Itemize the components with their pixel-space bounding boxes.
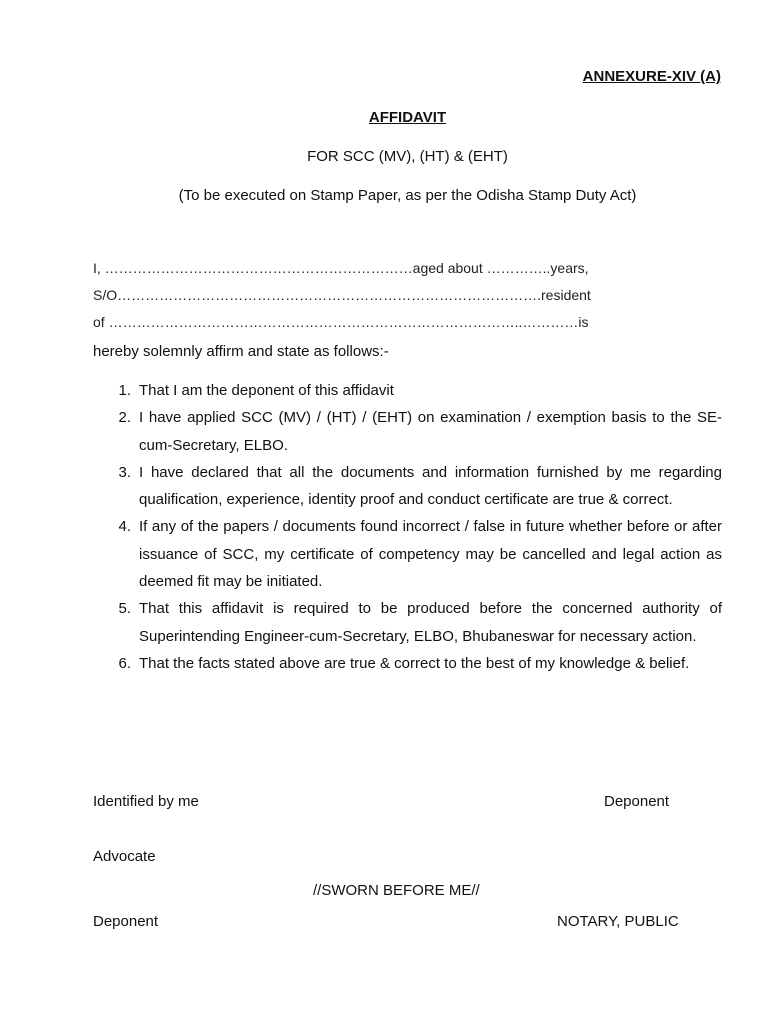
- fill-line-resident-of: of ……………………………………………………………………………..…………is: [93, 314, 589, 330]
- fill-line-son-of: S/O……………………………………………………………………………….resident: [93, 287, 591, 303]
- item-text: That the facts stated above are true & correct to the best of my knowledge & belief.: [139, 654, 690, 672]
- item-text: I have declared that all the documents and information furnished by me regarding qualification, experience, identity proof and conduct certificate are true & correct.: [139, 463, 722, 509]
- item-number: 5.: [118, 600, 131, 618]
- sworn-before-label: //SWORN BEFORE ME//: [313, 882, 480, 899]
- deponent-signature-label: Deponent: [604, 793, 670, 810]
- list-item: [93, 513, 722, 595]
- item-text: That this affidavit is required to be produced before the concerned authority of Superintending Engineer-cum-Secretary, ELBO, Bhubaneswar for necessary action.: [139, 600, 722, 645]
- list-item: [93, 595, 722, 650]
- document-title: AFFIDAVIT: [368, 109, 447, 126]
- item-number: 3.: [118, 463, 131, 481]
- item-text: That I am the deponent of this affidavit: [139, 382, 394, 399]
- item-text: If any of the papers / documents found incorrect / false in future whether before or after issuance of SCC, my certificate of competency may be cancelled and legal action as deemed fit may be initiated.: [139, 518, 722, 591]
- affirmation-intro: hereby solemnly affirm and state as follows:-: [93, 343, 389, 360]
- notary-public-label: NOTARY, PUBLIC: [557, 913, 679, 930]
- fill-line-name-age: I, …………………………………………………………aged about …………..years,: [93, 260, 589, 276]
- item-number: 4.: [118, 518, 131, 536]
- document-subtitle: FOR SCC (MV), (HT) & (EHT): [307, 148, 508, 165]
- list-item: [93, 650, 722, 677]
- advocate-label: Advocate: [93, 848, 156, 865]
- stamp-paper-note: (To be executed on Stamp Paper, as per the Odisha Stamp Duty Act): [178, 187, 637, 204]
- annexure-label: ANNEXURE-XIV (A): [582, 68, 721, 85]
- item-text: I have applied SCC (MV) / (HT) / (EHT) on examination / exemption basis to the SE-cum-Secretary, ELBO.: [139, 409, 722, 454]
- deponent-label: Deponent: [93, 913, 159, 930]
- list-item: [93, 377, 722, 404]
- item-number: 6.: [118, 654, 131, 672]
- identified-by-label: Identified by me: [93, 793, 199, 810]
- item-number: 2.: [118, 409, 131, 427]
- affirmation-list: [93, 377, 722, 677]
- item-number: 1.: [118, 382, 131, 399]
- list-item: [93, 459, 722, 514]
- list-item: [93, 404, 722, 459]
